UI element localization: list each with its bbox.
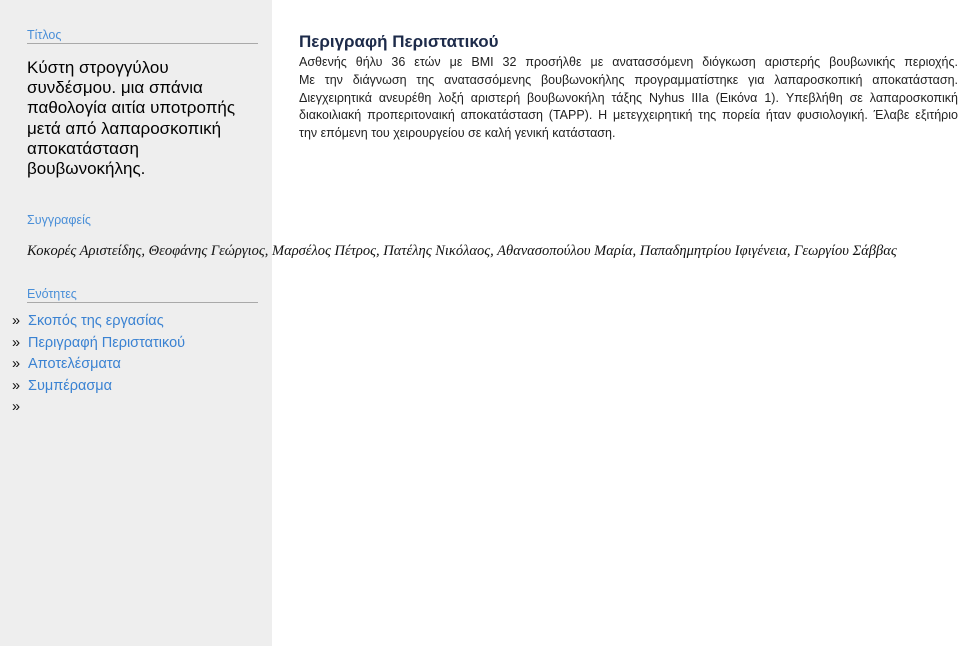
section-link-case-description[interactable]: Περιγραφή Περιστατικού: [28, 334, 186, 351]
section-marker: »: [12, 399, 21, 415]
paragraph-line: Ασθενής θήλυ 36 ετών με BMI 32 προσήλθε με ανατασσόμενη διόγκωση αριστερής βουβωνικής περιοχής.: [299, 55, 958, 69]
section-item-conclusion[interactable]: [12, 376, 185, 398]
section-marker: »: [12, 313, 21, 329]
section-heading: Περιγραφή Περιστατικού: [299, 32, 499, 51]
authors-section-label: Συγγραφείς: [27, 213, 91, 227]
paragraph-line: διακοιλιακή προπεριτοναική αποκατάσταση (TAPP). Η μετεγχειρητική της πορεία ήταν φυσιολογική. Έλαβε εξιτήριο: [299, 108, 958, 123]
sections-label: Ενότητες: [27, 286, 258, 303]
section-link-aim[interactable]: Σκοπός της εργασίας: [28, 313, 164, 329]
section-link-conclusion[interactable]: Συμπέρασμα: [28, 377, 113, 394]
title-section-label: Τίτλος: [27, 27, 258, 44]
case-description-paragraph: [299, 54, 958, 143]
sections-nav: [12, 311, 185, 419]
section-marker: »: [12, 356, 21, 372]
paragraph-line: την επόμενη του χειρουργείου σε καλή γενική κατάσταση.: [299, 126, 616, 141]
section-item-empty: [12, 397, 185, 419]
section-item-results[interactable]: [12, 354, 185, 376]
section-marker: »: [12, 334, 21, 351]
section-marker: »: [12, 377, 21, 394]
paragraph-line: Με την διάγνωση της ανατασσόμενης βουβωνοκήλης προγραμματίστηκε για λαπαροσκοπική αποκατάσταση.: [299, 72, 958, 87]
section-item-aim[interactable]: [12, 311, 185, 333]
section-item-case-description[interactable]: [12, 333, 185, 355]
section-link-results[interactable]: Αποτελέσματα: [28, 356, 121, 372]
paragraph-line: Διεγχειρητικά ανευρέθη λοξή αριστερή βουβωνοκήλη τάξης Nyhus IIIa (Εικόνα 1). Υπεβλήθη σε λαπαροσκοπική: [299, 90, 958, 105]
poster-title: Κύστη στρογγύλου συνδέσμου. μια σπάνια παθολογία αιτία υποτροπής μετά από λαπαροσκοπική αποκατάσταση βουβωνοκήλης.: [27, 58, 236, 179]
authors-list: Κοκορές Αριστείδης, Θεοφάνης Γεώργιος, Μαρσέλος Πέτρος, Πατέλης Νικόλαος, Αθανασοπούλου Μαρία, Παπαδημητρίου Ιφιγένεια, Γεωργίου Σάββας: [27, 243, 897, 259]
